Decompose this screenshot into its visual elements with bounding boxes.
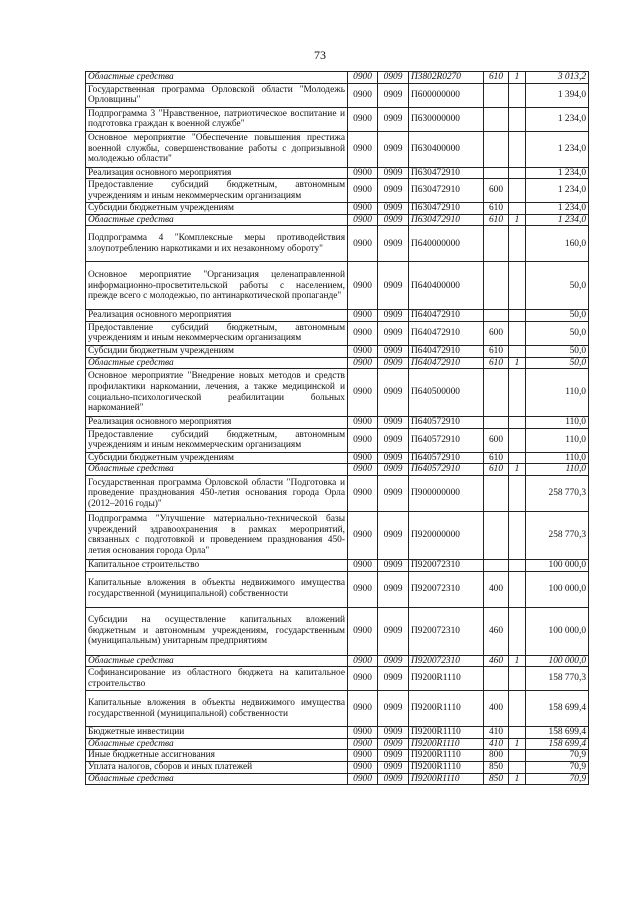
- row-article-cell: П920000000: [409, 511, 484, 559]
- row-amount-cell: 110,0: [526, 417, 589, 429]
- page-number: 73: [314, 48, 326, 62]
- row-section-cell: 0900: [348, 357, 378, 369]
- row-article-cell: П9200R1110: [409, 761, 484, 773]
- row-amount-cell: 50,0: [526, 357, 589, 369]
- row-amount-cell: 110,0: [526, 464, 589, 476]
- row-subsection-cell: 0909: [378, 655, 409, 667]
- row-section-cell: 0900: [348, 107, 378, 131]
- table-row: [86, 655, 589, 667]
- row-category-cell: [484, 310, 509, 322]
- row-article-cell: П600000000: [409, 83, 484, 107]
- row-subsection-cell: 0909: [378, 226, 409, 262]
- row-name-cell: Областные средства: [86, 773, 348, 785]
- row-article-cell: П920072310: [409, 607, 484, 655]
- row-amount-cell: 258 770,3: [526, 475, 589, 511]
- row-subsection-cell: 0909: [378, 369, 409, 417]
- table-row: [86, 107, 589, 131]
- row-subsection-cell: 0909: [378, 727, 409, 739]
- table-row: [86, 773, 589, 785]
- row-section-cell: 0900: [348, 738, 378, 750]
- row-category-cell: 400: [484, 571, 509, 607]
- row-subsection-cell: 0909: [378, 428, 409, 452]
- row-category-cell: 460: [484, 607, 509, 655]
- row-article-cell: П640572910: [409, 428, 484, 452]
- table-row: [86, 131, 589, 167]
- table-row: [86, 226, 589, 262]
- row-subsection-cell: 0909: [378, 452, 409, 464]
- row-section-cell: 0900: [348, 667, 378, 691]
- row-name-cell: Реализация основного мероприятия: [86, 310, 348, 322]
- row-amount-cell: 3 013,2: [526, 72, 589, 84]
- row-source-cell: 1: [509, 72, 526, 84]
- row-name-cell: Областные средства: [86, 214, 348, 226]
- row-name-cell: Уплата налогов, сборов и иных платежей: [86, 761, 348, 773]
- row-category-cell: [484, 226, 509, 262]
- row-source-cell: [509, 691, 526, 727]
- row-name-cell: Основное мероприятие "Организация целенаправленной информационно-просветительской работы с населением, прежде всего с молодежью, по антинаркотической пропаганде": [86, 262, 348, 310]
- row-amount-cell: 70,9: [526, 773, 589, 785]
- row-category-cell: 460: [484, 655, 509, 667]
- row-source-cell: [509, 167, 526, 179]
- row-source-cell: 1: [509, 357, 526, 369]
- row-name-cell: Государственная программа Орловской области "Подготовка и проведение празднования 450-летия основания города Орла (2012–2016 годы)": [86, 475, 348, 511]
- table-row: [86, 417, 589, 429]
- row-subsection-cell: 0909: [378, 83, 409, 107]
- row-name-cell: Подпрограмма "Улучшение материально-технической базы учреждений здравоохранения в рамках мероприятий, связанных с подготовкой и проведением празднования 450-летия основания города Орла": [86, 511, 348, 559]
- row-source-cell: [509, 310, 526, 322]
- row-name-cell: Предоставление субсидий бюджетным, автономным учреждениям и иным некоммерческим организациям: [86, 428, 348, 452]
- row-name-cell: Софинансирование из областного бюджета на капитальное строительство: [86, 667, 348, 691]
- row-category-cell: 400: [484, 691, 509, 727]
- table-row: [86, 607, 589, 655]
- budget-table: [85, 71, 589, 785]
- row-article-cell: П9200R1110: [409, 773, 484, 785]
- row-subsection-cell: 0909: [378, 262, 409, 310]
- row-section-cell: 0900: [348, 511, 378, 559]
- row-article-cell: П640472910: [409, 357, 484, 369]
- table-row: [86, 511, 589, 559]
- row-category-cell: 410: [484, 738, 509, 750]
- row-amount-cell: 1 394,0: [526, 83, 589, 107]
- table-row: [86, 321, 589, 345]
- row-subsection-cell: 0909: [378, 131, 409, 167]
- row-name-cell: Иные бюджетные ассигнования: [86, 750, 348, 762]
- row-category-cell: 600: [484, 321, 509, 345]
- row-article-cell: П900000000: [409, 475, 484, 511]
- row-amount-cell: 1 234,0: [526, 203, 589, 215]
- row-subsection-cell: 0909: [378, 750, 409, 762]
- row-amount-cell: 50,0: [526, 262, 589, 310]
- row-amount-cell: 50,0: [526, 321, 589, 345]
- row-category-cell: 850: [484, 773, 509, 785]
- row-source-cell: [509, 203, 526, 215]
- row-amount-cell: 50,0: [526, 345, 589, 357]
- row-subsection-cell: 0909: [378, 107, 409, 131]
- row-category-cell: 610: [484, 214, 509, 226]
- row-amount-cell: 158 699,4: [526, 727, 589, 739]
- row-section-cell: 0900: [348, 321, 378, 345]
- row-name-cell: Реализация основного мероприятия: [86, 167, 348, 179]
- row-section-cell: 0900: [348, 203, 378, 215]
- row-category-cell: 410: [484, 727, 509, 739]
- table-row: [86, 203, 589, 215]
- row-amount-cell: 258 770,3: [526, 511, 589, 559]
- row-amount-cell: 158 770,3: [526, 667, 589, 691]
- row-subsection-cell: 0909: [378, 738, 409, 750]
- row-amount-cell: 100 000,0: [526, 559, 589, 571]
- row-category-cell: 850: [484, 761, 509, 773]
- table-row: [86, 83, 589, 107]
- row-subsection-cell: 0909: [378, 203, 409, 215]
- row-section-cell: 0900: [348, 262, 378, 310]
- table-row: [86, 310, 589, 322]
- row-section-cell: 0900: [348, 131, 378, 167]
- row-article-cell: П9200R1110: [409, 750, 484, 762]
- row-category-cell: [484, 369, 509, 417]
- row-subsection-cell: 0909: [378, 475, 409, 511]
- row-article-cell: П640500000: [409, 369, 484, 417]
- row-subsection-cell: 0909: [378, 179, 409, 203]
- row-article-cell: П920072310: [409, 559, 484, 571]
- row-amount-cell: 158 699,4: [526, 738, 589, 750]
- row-category-cell: 610: [484, 72, 509, 84]
- row-section-cell: 0900: [348, 226, 378, 262]
- row-source-cell: [509, 428, 526, 452]
- row-source-cell: 1: [509, 464, 526, 476]
- row-subsection-cell: 0909: [378, 667, 409, 691]
- row-subsection-cell: 0909: [378, 345, 409, 357]
- row-category-cell: [484, 107, 509, 131]
- row-amount-cell: 1 234,0: [526, 107, 589, 131]
- row-section-cell: 0900: [348, 428, 378, 452]
- table-row: [86, 727, 589, 739]
- row-source-cell: [509, 107, 526, 131]
- row-name-cell: Областные средства: [86, 738, 348, 750]
- row-section-cell: 0900: [348, 655, 378, 667]
- row-section-cell: 0900: [348, 559, 378, 571]
- row-category-cell: [484, 667, 509, 691]
- row-category-cell: [484, 83, 509, 107]
- row-subsection-cell: 0909: [378, 357, 409, 369]
- row-amount-cell: 160,0: [526, 226, 589, 262]
- row-source-cell: [509, 727, 526, 739]
- row-name-cell: Областные средства: [86, 464, 348, 476]
- row-name-cell: Предоставление субсидий бюджетным, автономным учреждениям и иным некоммерческим организациям: [86, 179, 348, 203]
- row-category-cell: 610: [484, 345, 509, 357]
- row-source-cell: 1: [509, 738, 526, 750]
- row-amount-cell: 1 234,0: [526, 214, 589, 226]
- row-source-cell: [509, 345, 526, 357]
- row-section-cell: 0900: [348, 727, 378, 739]
- row-name-cell: Подпрограмма 4 "Комплексные меры противодействия злоупотреблению наркотиками и их незаконному обороту": [86, 226, 348, 262]
- table-row: [86, 452, 589, 464]
- row-section-cell: 0900: [348, 750, 378, 762]
- row-section-cell: 0900: [348, 417, 378, 429]
- row-source-cell: [509, 321, 526, 345]
- row-source-cell: [509, 179, 526, 203]
- row-section-cell: 0900: [348, 72, 378, 84]
- row-source-cell: [509, 571, 526, 607]
- row-article-cell: П640572910: [409, 417, 484, 429]
- row-amount-cell: 158 699,4: [526, 691, 589, 727]
- row-category-cell: 800: [484, 750, 509, 762]
- row-source-cell: [509, 262, 526, 310]
- row-subsection-cell: 0909: [378, 773, 409, 785]
- row-name-cell: Субсидии бюджетным учреждениям: [86, 203, 348, 215]
- row-subsection-cell: 0909: [378, 607, 409, 655]
- row-amount-cell: 110,0: [526, 369, 589, 417]
- row-subsection-cell: 0909: [378, 214, 409, 226]
- row-amount-cell: 110,0: [526, 452, 589, 464]
- row-category-cell: [484, 417, 509, 429]
- row-name-cell: Капитальные вложения в объекты недвижимого имущества государственной (муниципальной) собственности: [86, 571, 348, 607]
- row-subsection-cell: 0909: [378, 559, 409, 571]
- row-name-cell: Государственная программа Орловской области "Молодежь Орловщины": [86, 83, 348, 107]
- row-amount-cell: 100 000,0: [526, 655, 589, 667]
- row-category-cell: 610: [484, 203, 509, 215]
- table-row: [86, 691, 589, 727]
- row-article-cell: П920072310: [409, 571, 484, 607]
- table-row: [86, 738, 589, 750]
- row-section-cell: 0900: [348, 452, 378, 464]
- row-source-cell: 1: [509, 773, 526, 785]
- row-subsection-cell: 0909: [378, 511, 409, 559]
- table-row: [86, 345, 589, 357]
- row-category-cell: 610: [484, 452, 509, 464]
- row-amount-cell: 100 000,0: [526, 571, 589, 607]
- row-source-cell: [509, 667, 526, 691]
- budget-table-body: [86, 72, 589, 785]
- row-article-cell: П640000000: [409, 226, 484, 262]
- row-subsection-cell: 0909: [378, 72, 409, 84]
- row-section-cell: 0900: [348, 345, 378, 357]
- row-category-cell: [484, 559, 509, 571]
- row-name-cell: Областные средства: [86, 655, 348, 667]
- row-name-cell: Реализация основного мероприятия: [86, 417, 348, 429]
- row-section-cell: 0900: [348, 369, 378, 417]
- row-category-cell: 600: [484, 428, 509, 452]
- row-name-cell: Подпрограмма 3 "Нравственное, патриотическое воспитание и подготовка граждан к военной службе": [86, 107, 348, 131]
- table-row: [86, 750, 589, 762]
- row-category-cell: [484, 131, 509, 167]
- table-row: [86, 369, 589, 417]
- row-name-cell: Областные средства: [86, 357, 348, 369]
- row-source-cell: [509, 761, 526, 773]
- row-category-cell: [484, 167, 509, 179]
- row-name-cell: Субсидии бюджетным учреждениям: [86, 345, 348, 357]
- row-section-cell: 0900: [348, 761, 378, 773]
- row-section-cell: 0900: [348, 571, 378, 607]
- row-section-cell: 0900: [348, 691, 378, 727]
- row-amount-cell: 70,9: [526, 761, 589, 773]
- row-name-cell: Областные средства: [86, 72, 348, 84]
- table-row: [86, 559, 589, 571]
- row-article-cell: П9200R1110: [409, 727, 484, 739]
- row-category-cell: 600: [484, 179, 509, 203]
- row-source-cell: [509, 131, 526, 167]
- row-subsection-cell: 0909: [378, 167, 409, 179]
- row-source-cell: [509, 226, 526, 262]
- row-subsection-cell: 0909: [378, 417, 409, 429]
- row-amount-cell: 100 000,0: [526, 607, 589, 655]
- row-source-cell: [509, 417, 526, 429]
- table-row: [86, 428, 589, 452]
- row-section-cell: 0900: [348, 607, 378, 655]
- row-name-cell: Предоставление субсидий бюджетным, автономным учреждениям и иным некоммерческим организациям: [86, 321, 348, 345]
- row-source-cell: [509, 452, 526, 464]
- row-source-cell: 1: [509, 655, 526, 667]
- row-subsection-cell: 0909: [378, 464, 409, 476]
- row-article-cell: П630472910: [409, 167, 484, 179]
- row-category-cell: [484, 262, 509, 310]
- row-amount-cell: 1 234,0: [526, 179, 589, 203]
- row-amount-cell: 50,0: [526, 310, 589, 322]
- row-amount-cell: 1 234,0: [526, 131, 589, 167]
- row-amount-cell: 1 234,0: [526, 167, 589, 179]
- row-article-cell: П630400000: [409, 131, 484, 167]
- row-name-cell: Капитальные вложения в объекты недвижимого имущества государственной (муниципальной) собственности: [86, 691, 348, 727]
- row-subsection-cell: 0909: [378, 321, 409, 345]
- row-category-cell: 610: [484, 357, 509, 369]
- row-article-cell: П9200R1110: [409, 738, 484, 750]
- row-source-cell: [509, 559, 526, 571]
- row-section-cell: 0900: [348, 83, 378, 107]
- row-article-cell: П640572910: [409, 452, 484, 464]
- table-row: [86, 475, 589, 511]
- row-category-cell: 610: [484, 464, 509, 476]
- table-row: [86, 214, 589, 226]
- row-source-cell: [509, 475, 526, 511]
- row-source-cell: 1: [509, 214, 526, 226]
- row-section-cell: 0900: [348, 179, 378, 203]
- row-article-cell: П630472910: [409, 214, 484, 226]
- row-section-cell: 0900: [348, 214, 378, 226]
- row-source-cell: [509, 750, 526, 762]
- row-section-cell: 0900: [348, 310, 378, 322]
- row-amount-cell: 110,0: [526, 428, 589, 452]
- row-name-cell: Основное мероприятие "Внедрение новых методов и средств профилактики наркомании, лечения, а также медицинской и социально-психологической реабилитации больных наркоманией": [86, 369, 348, 417]
- table-row: [86, 262, 589, 310]
- row-name-cell: Капитальное строительство: [86, 559, 348, 571]
- row-name-cell: Основное мероприятие "Обеспечение повышения престижа военной службы, совершенствование работы с допризывной молодежью области": [86, 131, 348, 167]
- row-section-cell: 0900: [348, 464, 378, 476]
- row-source-cell: [509, 369, 526, 417]
- table-row: [86, 179, 589, 203]
- row-article-cell: П9200R1110: [409, 691, 484, 727]
- row-article-cell: П640472910: [409, 321, 484, 345]
- table-row: [86, 464, 589, 476]
- row-source-cell: [509, 511, 526, 559]
- row-subsection-cell: 0909: [378, 761, 409, 773]
- row-name-cell: Субсидии бюджетным учреждениям: [86, 452, 348, 464]
- row-article-cell: П9200R1110: [409, 667, 484, 691]
- row-subsection-cell: 0909: [378, 571, 409, 607]
- row-source-cell: [509, 607, 526, 655]
- row-section-cell: 0900: [348, 475, 378, 511]
- row-name-cell: Субсидии на осуществление капитальных вложений бюджетным и автономным учреждениям, государственным (муниципальным) унитарным предприятиям: [86, 607, 348, 655]
- row-section-cell: 0900: [348, 773, 378, 785]
- row-article-cell: П630472910: [409, 179, 484, 203]
- table-row: [86, 357, 589, 369]
- row-amount-cell: 70,9: [526, 750, 589, 762]
- row-article-cell: П640572910: [409, 464, 484, 476]
- row-category-cell: [484, 511, 509, 559]
- row-section-cell: 0900: [348, 167, 378, 179]
- row-source-cell: [509, 83, 526, 107]
- row-category-cell: [484, 475, 509, 511]
- table-row: [86, 167, 589, 179]
- row-article-cell: П640472910: [409, 345, 484, 357]
- row-article-cell: П640472910: [409, 310, 484, 322]
- row-article-cell: П630472910: [409, 203, 484, 215]
- table-row: [86, 72, 589, 84]
- table-row: [86, 571, 589, 607]
- row-article-cell: П640400000: [409, 262, 484, 310]
- table-row: [86, 667, 589, 691]
- row-article-cell: П3802R0270: [409, 72, 484, 84]
- row-article-cell: П920072310: [409, 655, 484, 667]
- row-name-cell: Бюджетные инвестиции: [86, 727, 348, 739]
- row-article-cell: П630000000: [409, 107, 484, 131]
- row-subsection-cell: 0909: [378, 310, 409, 322]
- table-row: [86, 761, 589, 773]
- row-subsection-cell: 0909: [378, 691, 409, 727]
